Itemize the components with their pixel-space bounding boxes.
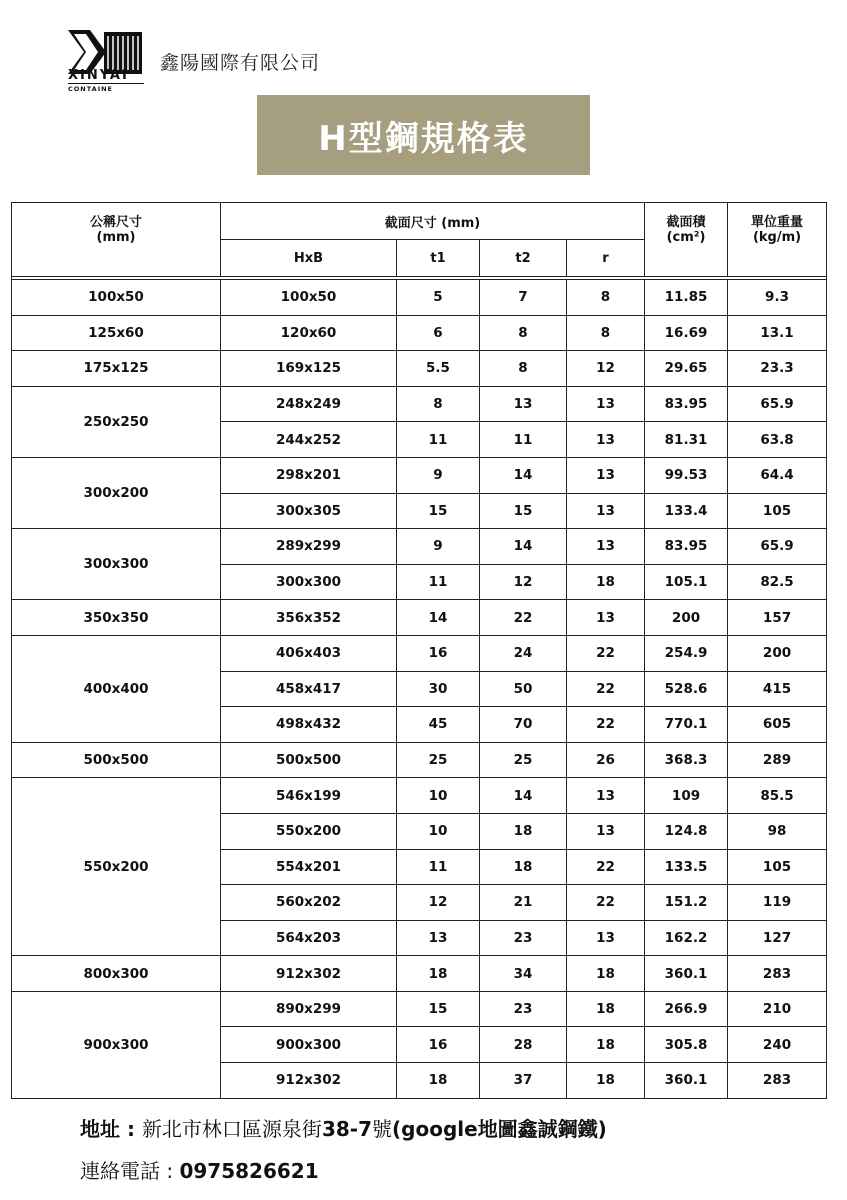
table-row [12, 742, 827, 778]
cell-t2: 22 [480, 600, 567, 636]
cell-nominal: 250x250 [12, 386, 221, 457]
spec-table [11, 202, 827, 1099]
cell-hxb: 890x299 [221, 991, 397, 1027]
cell-t1: 11 [397, 422, 480, 458]
cell-area: 16.69 [645, 315, 728, 351]
cell-weight: 63.8 [728, 422, 827, 458]
cell-nominal: 300x200 [12, 457, 221, 528]
cell-area: 133.5 [645, 849, 728, 885]
cell-t2: 15 [480, 493, 567, 529]
cell-weight: 85.5 [728, 778, 827, 814]
cell-weight: 605 [728, 707, 827, 743]
cell-hxb: 244x252 [221, 422, 397, 458]
cell-t1: 5 [397, 280, 480, 316]
cell-weight: 210 [728, 991, 827, 1027]
cell-t2: 14 [480, 457, 567, 493]
cell-r: 18 [567, 1063, 645, 1099]
table-row [12, 991, 827, 1027]
cell-t2: 50 [480, 671, 567, 707]
cell-weight: 65.9 [728, 529, 827, 565]
header-nominal-label: 公稱尺寸 [89, 215, 142, 230]
cell-hxb: 912x302 [221, 956, 397, 992]
page-title: H型鋼規格表 [318, 118, 529, 159]
cell-hxb: 298x201 [221, 457, 397, 493]
cell-r: 8 [567, 315, 645, 351]
table-row [12, 600, 827, 636]
cell-t2: 7 [480, 280, 567, 316]
cell-r: 13 [567, 778, 645, 814]
address-note-google: google [401, 1117, 478, 1141]
cell-r: 13 [567, 600, 645, 636]
cell-weight: 64.4 [728, 457, 827, 493]
header-weight [728, 203, 827, 277]
cell-nominal: 300x300 [12, 529, 221, 600]
cell-t1: 15 [397, 991, 480, 1027]
cell-nominal: 900x300 [12, 991, 221, 1098]
cell-weight: 65.9 [728, 386, 827, 422]
cell-t1: 9 [397, 529, 480, 565]
cell-t1: 14 [397, 600, 480, 636]
cell-weight: 105 [728, 849, 827, 885]
cell-nominal: 500x500 [12, 742, 221, 778]
footer-phone [80, 1155, 319, 1184]
cell-nominal: 800x300 [12, 956, 221, 992]
cell-area: 83.95 [645, 529, 728, 565]
cell-r: 26 [567, 742, 645, 778]
header-weight-label: 單位重量 [751, 215, 804, 230]
cell-weight: 98 [728, 813, 827, 849]
table-row [12, 280, 827, 316]
cell-t1: 6 [397, 315, 480, 351]
header-t1: t1 [397, 240, 480, 277]
cell-t2: 70 [480, 707, 567, 743]
cell-area: 360.1 [645, 956, 728, 992]
company-name: 鑫陽國際有限公司 [160, 52, 321, 74]
cell-t1: 18 [397, 1063, 480, 1099]
table-row [12, 529, 827, 565]
cell-weight: 9.3 [728, 280, 827, 316]
cell-area: 266.9 [645, 991, 728, 1027]
cell-t2: 14 [480, 529, 567, 565]
cell-area: 133.4 [645, 493, 728, 529]
cell-weight: 240 [728, 1027, 827, 1063]
address-value: 新北市林口區源泉街 [141, 1117, 322, 1141]
cell-r: 22 [567, 885, 645, 921]
title-banner [257, 95, 590, 175]
cell-t1: 25 [397, 742, 480, 778]
cell-r: 22 [567, 635, 645, 671]
cell-hxb: 550x200 [221, 813, 397, 849]
cell-r: 13 [567, 386, 645, 422]
cell-area: 162.2 [645, 920, 728, 956]
cell-t2: 8 [480, 351, 567, 387]
phone-label: 連絡電話 : [80, 1159, 180, 1183]
cell-area: 528.6 [645, 671, 728, 707]
table-row [12, 956, 827, 992]
address-label: 地址 : [80, 1117, 142, 1141]
cell-t2: 18 [480, 813, 567, 849]
table-row [12, 635, 827, 671]
cell-hxb: 300x300 [221, 564, 397, 600]
cell-area: 105.1 [645, 564, 728, 600]
cell-t1: 15 [397, 493, 480, 529]
address-suffix: 號 [372, 1117, 392, 1141]
logo-wordmark: XINYAI [68, 68, 129, 83]
cell-weight: 415 [728, 671, 827, 707]
cell-t1: 5.5 [397, 351, 480, 387]
cell-r: 13 [567, 457, 645, 493]
address-note-open: ( [392, 1117, 402, 1141]
cell-weight: 82.5 [728, 564, 827, 600]
cell-area: 770.1 [645, 707, 728, 743]
cell-weight: 13.1 [728, 315, 827, 351]
cell-hxb: 912x302 [221, 1063, 397, 1099]
cell-hxb: 169x125 [221, 351, 397, 387]
cell-hxb: 248x249 [221, 386, 397, 422]
cell-t2: 8 [480, 315, 567, 351]
cell-hxb: 458x417 [221, 671, 397, 707]
cell-t2: 12 [480, 564, 567, 600]
cell-area: 151.2 [645, 885, 728, 921]
cell-r: 13 [567, 493, 645, 529]
table-row [12, 457, 827, 493]
cell-nominal: 350x350 [12, 600, 221, 636]
cell-weight: 283 [728, 956, 827, 992]
cell-hxb: 500x500 [221, 742, 397, 778]
spec-table-body [12, 277, 827, 1099]
cell-hxb: 406x403 [221, 635, 397, 671]
table-row [12, 351, 827, 387]
cell-weight: 157 [728, 600, 827, 636]
cell-hxb: 900x300 [221, 1027, 397, 1063]
cell-area: 200 [645, 600, 728, 636]
cell-r: 18 [567, 564, 645, 600]
cell-t1: 11 [397, 849, 480, 885]
cell-area: 305.8 [645, 1027, 728, 1063]
cell-nominal: 550x200 [12, 778, 221, 956]
header-weight-unit: (kg/m) [752, 230, 802, 245]
header-t2: t2 [480, 240, 567, 277]
cell-weight: 289 [728, 742, 827, 778]
header-area-label: 截面積 [666, 215, 706, 230]
cell-t2: 18 [480, 849, 567, 885]
cell-area: 29.65 [645, 351, 728, 387]
header-hxb: HxB [221, 240, 397, 277]
cell-weight: 283 [728, 1063, 827, 1099]
cell-area: 254.9 [645, 635, 728, 671]
cell-hxb: 300x305 [221, 493, 397, 529]
cell-r: 13 [567, 920, 645, 956]
cell-t2: 28 [480, 1027, 567, 1063]
cell-t1: 11 [397, 564, 480, 600]
cell-area: 368.3 [645, 742, 728, 778]
address-note-rest: 地圖鑫誠鋼鐵) [477, 1117, 607, 1141]
cell-hxb: 564x203 [221, 920, 397, 956]
cell-r: 12 [567, 351, 645, 387]
cell-weight: 200 [728, 635, 827, 671]
cell-t1: 8 [397, 386, 480, 422]
cell-r: 22 [567, 707, 645, 743]
table-row [12, 778, 827, 814]
cell-hxb: 289x299 [221, 529, 397, 565]
cell-t2: 34 [480, 956, 567, 992]
cell-r: 22 [567, 671, 645, 707]
phone-value: 0975826621 [179, 1159, 319, 1183]
cell-weight: 127 [728, 920, 827, 956]
header-area [645, 203, 728, 277]
cell-t2: 11 [480, 422, 567, 458]
cell-weight: 105 [728, 493, 827, 529]
cell-hxb: 560x202 [221, 885, 397, 921]
cell-t2: 24 [480, 635, 567, 671]
cell-nominal: 125x60 [12, 315, 221, 351]
cell-t2: 25 [480, 742, 567, 778]
logo-subtext: CONTAINE [68, 83, 144, 93]
cell-area: 99.53 [645, 457, 728, 493]
cell-hxb: 554x201 [221, 849, 397, 885]
cell-t1: 16 [397, 635, 480, 671]
table-row [12, 386, 827, 422]
cell-r: 18 [567, 956, 645, 992]
cell-area: 109 [645, 778, 728, 814]
cell-r: 13 [567, 529, 645, 565]
header-nominal [12, 203, 221, 277]
table-row [12, 315, 827, 351]
cell-hxb: 100x50 [221, 280, 397, 316]
cell-weight: 23.3 [728, 351, 827, 387]
cell-area: 83.95 [645, 386, 728, 422]
cell-t1: 16 [397, 1027, 480, 1063]
cell-t1: 10 [397, 778, 480, 814]
cell-area: 81.31 [645, 422, 728, 458]
cell-area: 11.85 [645, 280, 728, 316]
header-section: 截面尺寸 (mm) [221, 203, 645, 240]
address-number: 38-7 [321, 1117, 372, 1141]
cell-t1: 12 [397, 885, 480, 921]
cell-r: 18 [567, 1027, 645, 1063]
cell-t2: 21 [480, 885, 567, 921]
cell-r: 8 [567, 280, 645, 316]
cell-r: 13 [567, 422, 645, 458]
cell-nominal: 100x50 [12, 280, 221, 316]
cell-t1: 18 [397, 956, 480, 992]
header-area-unit: (cm²) [666, 230, 706, 245]
cell-area: 360.1 [645, 1063, 728, 1099]
cell-r: 13 [567, 813, 645, 849]
cell-t1: 9 [397, 457, 480, 493]
cell-weight: 119 [728, 885, 827, 921]
cell-hxb: 356x352 [221, 600, 397, 636]
cell-t2: 13 [480, 386, 567, 422]
header-nominal-unit: (mm) [96, 230, 136, 245]
cell-t2: 14 [480, 778, 567, 814]
cell-hxb: 120x60 [221, 315, 397, 351]
cell-hxb: 498x432 [221, 707, 397, 743]
cell-r: 22 [567, 849, 645, 885]
cell-hxb: 546x199 [221, 778, 397, 814]
cell-nominal: 400x400 [12, 635, 221, 742]
cell-t2: 23 [480, 920, 567, 956]
cell-t1: 45 [397, 707, 480, 743]
cell-t1: 13 [397, 920, 480, 956]
cell-t1: 10 [397, 813, 480, 849]
cell-nominal: 175x125 [12, 351, 221, 387]
footer-address [80, 1113, 607, 1142]
cell-area: 124.8 [645, 813, 728, 849]
cell-t2: 23 [480, 991, 567, 1027]
header-r: r [567, 240, 645, 277]
cell-t1: 30 [397, 671, 480, 707]
cell-r: 18 [567, 991, 645, 1027]
cell-t2: 37 [480, 1063, 567, 1099]
